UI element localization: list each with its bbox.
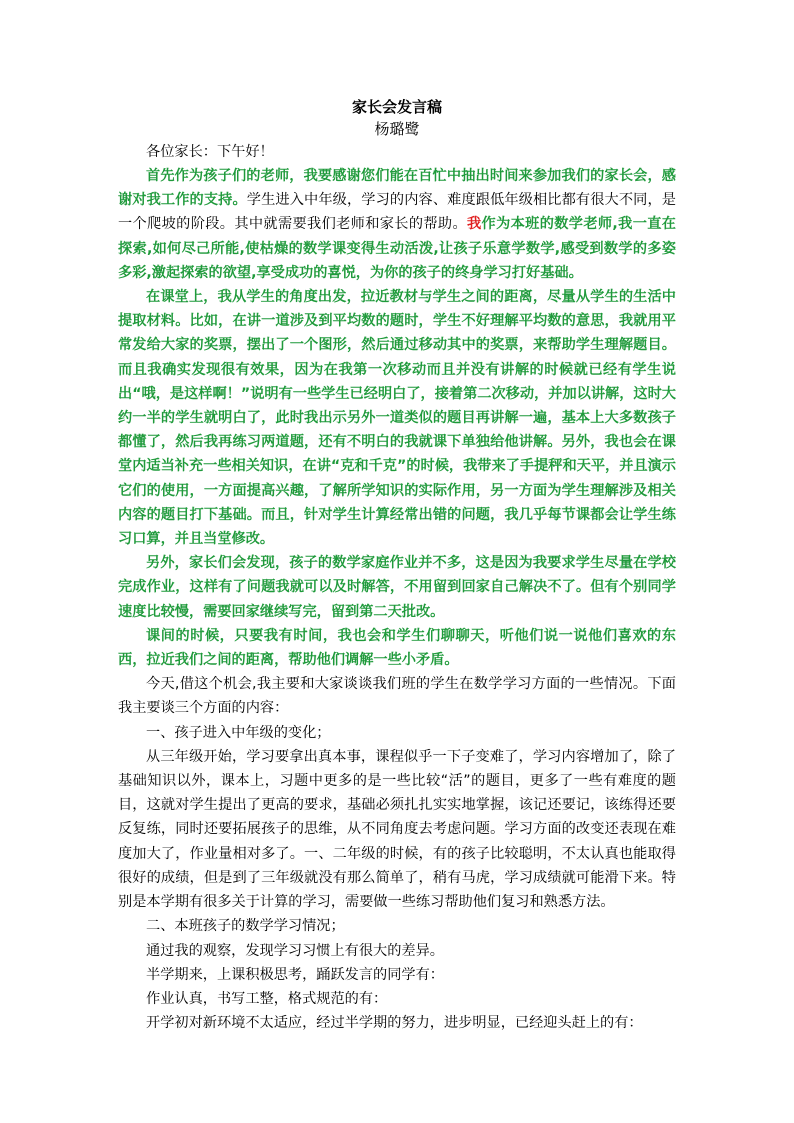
paragraph-recess: 课间的时候，只要我有时间，我也会和学生们聊聊天，听他们说一说他们喜欢的东西，拉近我们之间的距离，帮助他们调解一些小矛盾。 [118, 627, 676, 669]
paragraph-grade-changes: 从三年级开始，学习要拿出真本事，课程似乎一下子变难了，学习内容增加了，除了基础知识以外，课本上，习题中更多的是一些比较“活”的题目，更多了一些有难度的题目，这就对学生提出了更高的要求，基础必须扎扎实实地掌握，该记还要记，该练得还要反复练，同时还要拓展孩子的思维，从不同角度去考虑问题。学习方面的改变还表现在难度加大了，作业量相对多了。一、二年级的时候，有的孩子比较聪明，不太认真也能取得很好的成绩，但是到了三年级就没有那么简单了，稍有马虎，学习成绩就可能滑下来。特别是本学期有很多关于计算的学习，需要做一些练习帮助他们复习和熟悉方法。 [118, 748, 676, 911]
intro-teaching-text: 作为本班的数学老师,我一直在探索,如何尽己所能,使枯燥的数学课变得生动活泼,让孩子乐意学数学,感受到数学的多姿多彩,激起探索的欲望,享受成功的喜悦，为你的孩子的终身学习打好基础。 [118, 216, 676, 281]
paragraph-neat-homework: 作业认真，书写工整，格式规范的有： [146, 990, 388, 1007]
document-author: 杨璐鹭 [374, 120, 420, 138]
paragraph-active-students: 半学期来，上课积极思考，踊跃发言的同学有： [146, 966, 444, 983]
paragraph-intro [118, 164, 676, 285]
document-title: 家长会发言稿 [351, 98, 442, 116]
greeting-line: 各位家长：下午好！ [146, 144, 274, 160]
paragraph-overview: 今天,借这个机会,我主要和大家谈谈我们班的学生在数学学习方面的一些情况。下面我主要谈三个方面的内容： [118, 676, 676, 717]
paragraph-homework: 另外，家长们会发现，孩子的数学家庭作业并不多，这是因为我要求学生尽量在学校完成作业，这样有了问题我就可以及时解答，不用留到回家自己解决不了。但有个别同学速度比较慢，需要回家继续写完，留到第二天批改。 [118, 555, 676, 620]
paragraph-classroom: 在课堂上，我从学生的角度出发，拉近教材与学生之间的距离，尽量从学生的生活中提取材料。比如，在讲一道涉及到平均数的题时，学生不好理解平均数的意思，我就用平常发给大家的奖票，摆出了一个图形，然后通过移动其中的奖票，来帮助学生理解题目。而且我确实发现很有效果，因为在我第一次移动而且并没有讲解的时候就已经有学生说出“哦，是这样啊！”说明有一些学生已经明白了，接着第二次移动，并加以讲解，这时大约一半的学生就明白了，此时我出示另外一道类似的题目再讲解一遍，基本上大多数孩子都懂了，然后我再练习两道题，还有不明白的我就课下单独给他讲解。另外，我也会在课堂内适当补充一些相关知识，在讲“克和千克”的时候，我带来了手提秤和天平，并且演示它们的使用，一方面提高兴趣，了解所学知识的实际作用，另一方面为学生理解涉及相关内容的题目打下基础。而且，针对学生计算经常出错的问题，我几乎每节课都会让学生练习口算，并且当堂修改。 [118, 289, 676, 548]
intro-highlight-char: 我 [467, 216, 482, 233]
document-page [118, 96, 676, 1035]
intro-context-text: 学生进入中年级，学习的内容、难度跟低年级相比都有很大不同，是一个爬坡的阶段。其中就需要我们老师和家长的帮助。 [118, 192, 676, 233]
paragraph-observation: 通过我的观察，发现学习习惯上有很大的差异。 [146, 942, 444, 959]
paragraph-improved-students: 开学初对新环境不太适应，经过半学期的努力，进步明显，已经迎头赶上的有： [146, 1015, 643, 1032]
section-heading-1: 一、孩子进入中年级的变化； [146, 724, 331, 741]
intro-thanks-text: 首先作为孩子们的老师，我要感谢您们能在百忙中抽出时间来参加我们的家长会，感谢对我工作的支持。 [118, 168, 676, 209]
section-heading-2: 二、本班孩子的数学学习情况； [146, 918, 345, 935]
